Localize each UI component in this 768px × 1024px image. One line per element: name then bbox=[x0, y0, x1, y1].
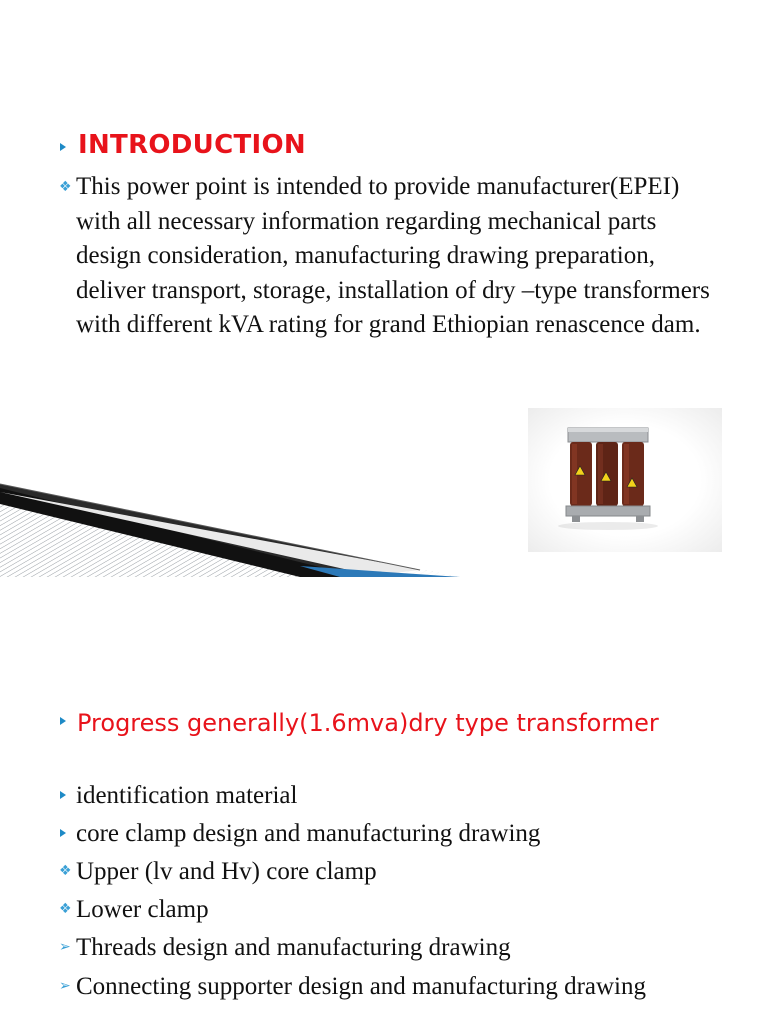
diamond-bullet-icon: ❖ bbox=[59, 863, 72, 879]
slide-1-heading: INTRODUCTION bbox=[78, 130, 306, 160]
arrow-bullet-icon: ➢ bbox=[59, 939, 71, 955]
list-item: Lower clamp bbox=[76, 896, 209, 923]
transformer-image bbox=[528, 408, 722, 552]
decorative-swoosh bbox=[0, 470, 460, 577]
list-item: core clamp design and manufacturing drawing bbox=[76, 820, 541, 847]
slide-2-heading: Progress generally(1.6mva)dry type transformer bbox=[77, 709, 659, 737]
list-item: identification material bbox=[76, 782, 298, 809]
transformer-icon bbox=[528, 408, 722, 552]
triangle-bullet-icon bbox=[60, 717, 66, 725]
triangle-bullet-icon bbox=[60, 143, 66, 151]
arrow-bullet-icon: ➢ bbox=[59, 978, 71, 994]
diamond-bullet-icon: ❖ bbox=[59, 901, 72, 917]
list-item: Threads design and manufacturing drawing bbox=[76, 934, 511, 961]
triangle-bullet-icon bbox=[60, 791, 66, 799]
intro-paragraph: This power point is intended to provide manufacturer(EPEI) with all necessary information regarding mechanical parts design consideration, manufacturing drawing preparation, deliver transport, storage, installation of dry –type transformers with different kVA rating for grand Ethiopian renascence dam. bbox=[76, 173, 710, 338]
triangle-bullet-icon bbox=[60, 829, 66, 837]
diamond-bullet-icon: ❖ bbox=[59, 179, 72, 195]
list-item: Upper (lv and Hv) core clamp bbox=[76, 858, 377, 885]
list-item: Connecting supporter design and manufacturing drawing bbox=[76, 973, 646, 1000]
